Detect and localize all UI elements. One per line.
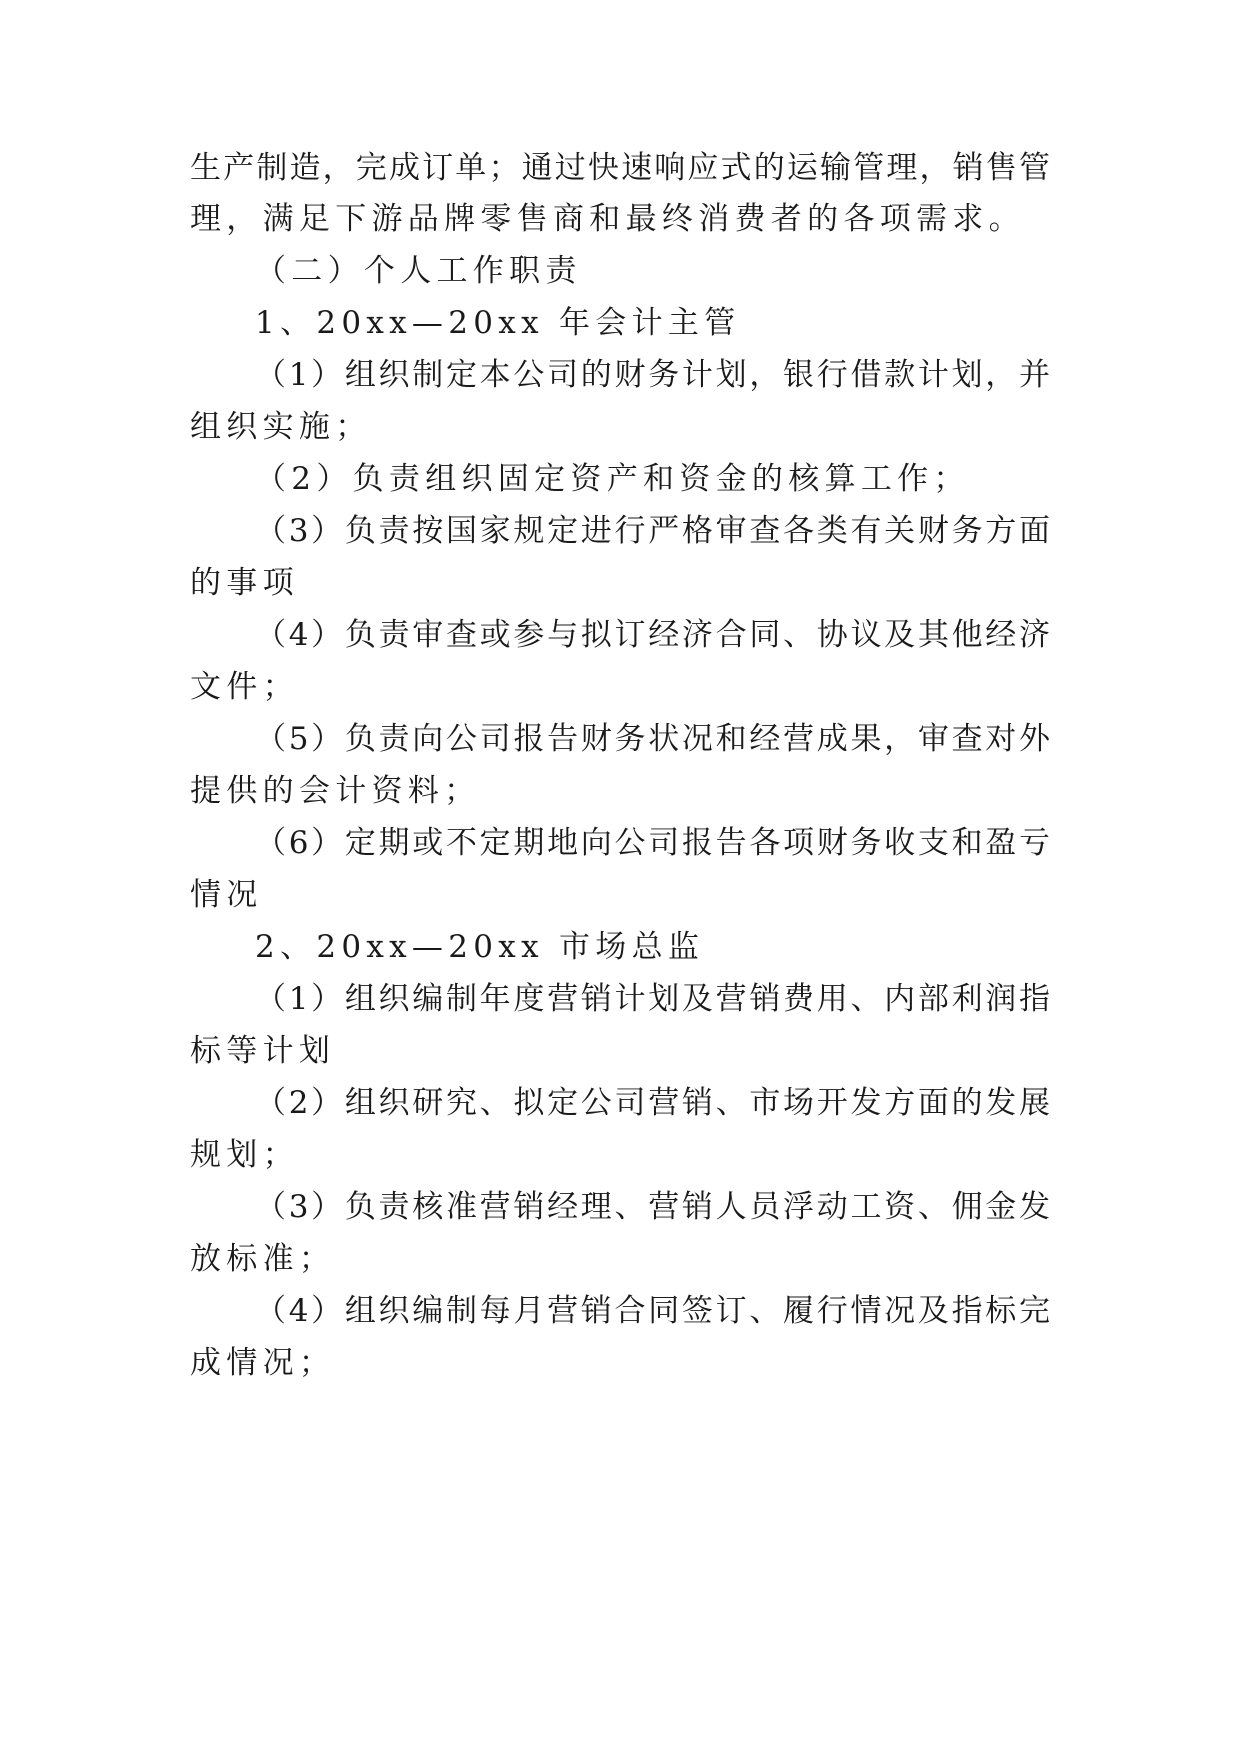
- list-item-continuation: 提供的会计资料；: [190, 773, 481, 809]
- list-item-text: （1）组织编制年度营销计划及营销费用、内部利润指: [255, 981, 1050, 1017]
- list-item-text: （6）定期或不定期地向公司报告各项财务收支和盈亏: [255, 825, 1050, 861]
- subsection-heading: 2、20xx—20xx 市场总监: [255, 929, 705, 965]
- list-item-continuation: 组织实施；: [190, 409, 372, 445]
- list-item-continuation: 成情况；: [190, 1345, 336, 1381]
- list-item-continuation: 文件；: [190, 669, 299, 705]
- list-item-continuation: 标等计划: [190, 1033, 336, 1069]
- list-item-continuation: 情况: [190, 877, 263, 913]
- section-heading: （二）个人工作职责: [255, 253, 582, 289]
- subsection-heading: 1、20xx—20xx 年会计主管: [255, 305, 741, 341]
- list-item-text: （3）负责按国家规定进行严格审查各类有关财务方面: [255, 513, 1050, 549]
- list-item-continuation: 规划；: [190, 1137, 299, 1173]
- list-item-text: （2）组织研究、拟定公司营销、市场开发方面的发展: [255, 1085, 1050, 1121]
- list-item-text: （5）负责向公司报告财务状况和经营成果，审查对外: [255, 721, 1050, 757]
- list-item-continuation: 放标准；: [190, 1241, 336, 1277]
- list-item-text: （1）组织制定本公司的财务计划，银行借款计划，并: [255, 357, 1050, 393]
- list-item-text: （2）负责组织固定资产和资金的核算工作；: [255, 461, 970, 497]
- body-text-line: 理，满足下游品牌零售商和最终消费者的各项需求。: [190, 201, 1025, 237]
- list-item-continuation: 的事项: [190, 565, 299, 601]
- list-item-text: （4）组织编制每月营销合同签订、履行情况及指标完: [255, 1293, 1050, 1329]
- list-item-text: （3）负责核准营销经理、营销人员浮动工资、佣金发: [255, 1189, 1050, 1225]
- body-text-line: 生产制造，完成订单；通过快速响应式的运输管理，销售管: [190, 150, 1050, 186]
- list-item-text: （4）负责审查或参与拟订经济合同、协议及其他经济: [255, 617, 1050, 653]
